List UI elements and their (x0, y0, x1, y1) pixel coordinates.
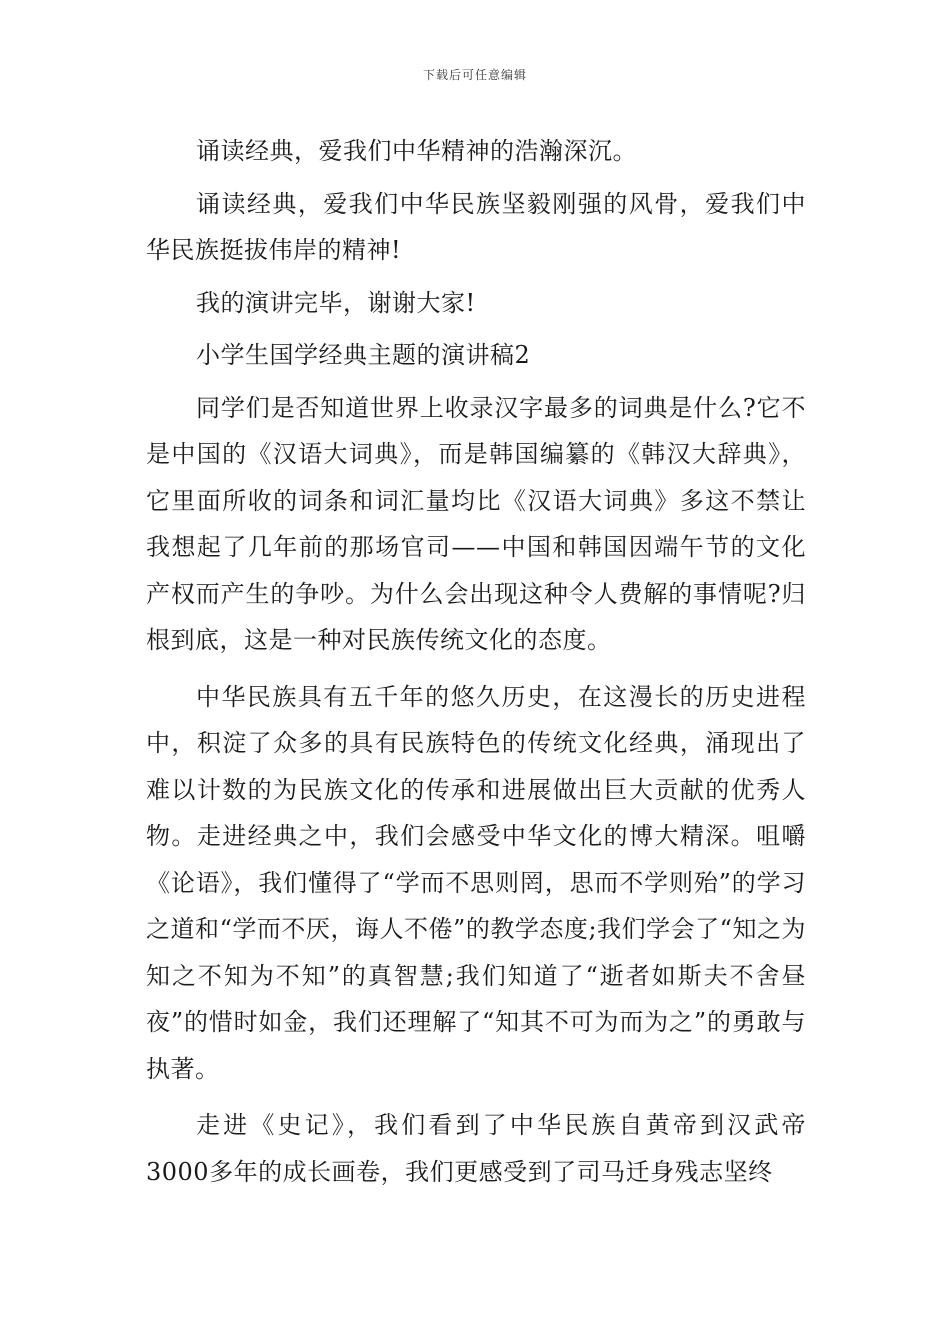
paragraph-1: 诵读经典，爱我们中华精神的浩瀚深沉。 (196, 137, 637, 165)
speech-title: 小学生国学经典主题的演讲稿2 (196, 341, 531, 369)
page-header-note: 下载后可任意编辑 (422, 68, 527, 82)
paragraph-5: 同学们是否知道世界上收录汉字最多的词典是什么?它不是中国的《汉语大词典》，而是韩国编纂的《韩汉大辞典》，它里面所收的词条和词汇量均比《汉语大词典》多这不禁让我想起了几年前的那场官司——中国和韩国因端午节的文化产权而产生的争吵。为什么会出现这种令人费解的事情呢?归根到底，这是一种对民族传统文化的态度。 (146, 393, 806, 654)
paragraph-2: 诵读经典，爱我们中华民族坚毅刚强的风骨，爱我们中华民族挺拔伟岸的精神! (146, 189, 806, 264)
paragraph-7: 走进《史记》，我们看到了中华民族自黄帝到汉武帝3000多年的成长画卷，我们更感受到了司马迁身残志坚终 (146, 1111, 806, 1186)
paragraph-6: 中华民族具有五千年的悠久历史，在这漫长的历史进程中，积淀了众多的具有民族特色的传统文化经典，涌现出了难以计数的为民族文化的传承和进展做出巨大贡献的优秀人物。走进经典之中，我们会感受中华文化的博大精深。咀嚼《论语》，我们懂得了“学而不思则罔，思而不学则殆”的学习之道和“学而不厌，诲人不倦”的教学态度;我们学会了“知之为知之不知为不知”的真智慧;我们知道了“逝者如斯夫不舍昼夜”的惜时如金，我们还理解了“知其不可为而为之”的勇敢与执著。 (146, 682, 806, 1083)
paragraph-3: 我的演讲完毕，谢谢大家! (196, 288, 476, 317)
document-body (146, 128, 806, 1195)
